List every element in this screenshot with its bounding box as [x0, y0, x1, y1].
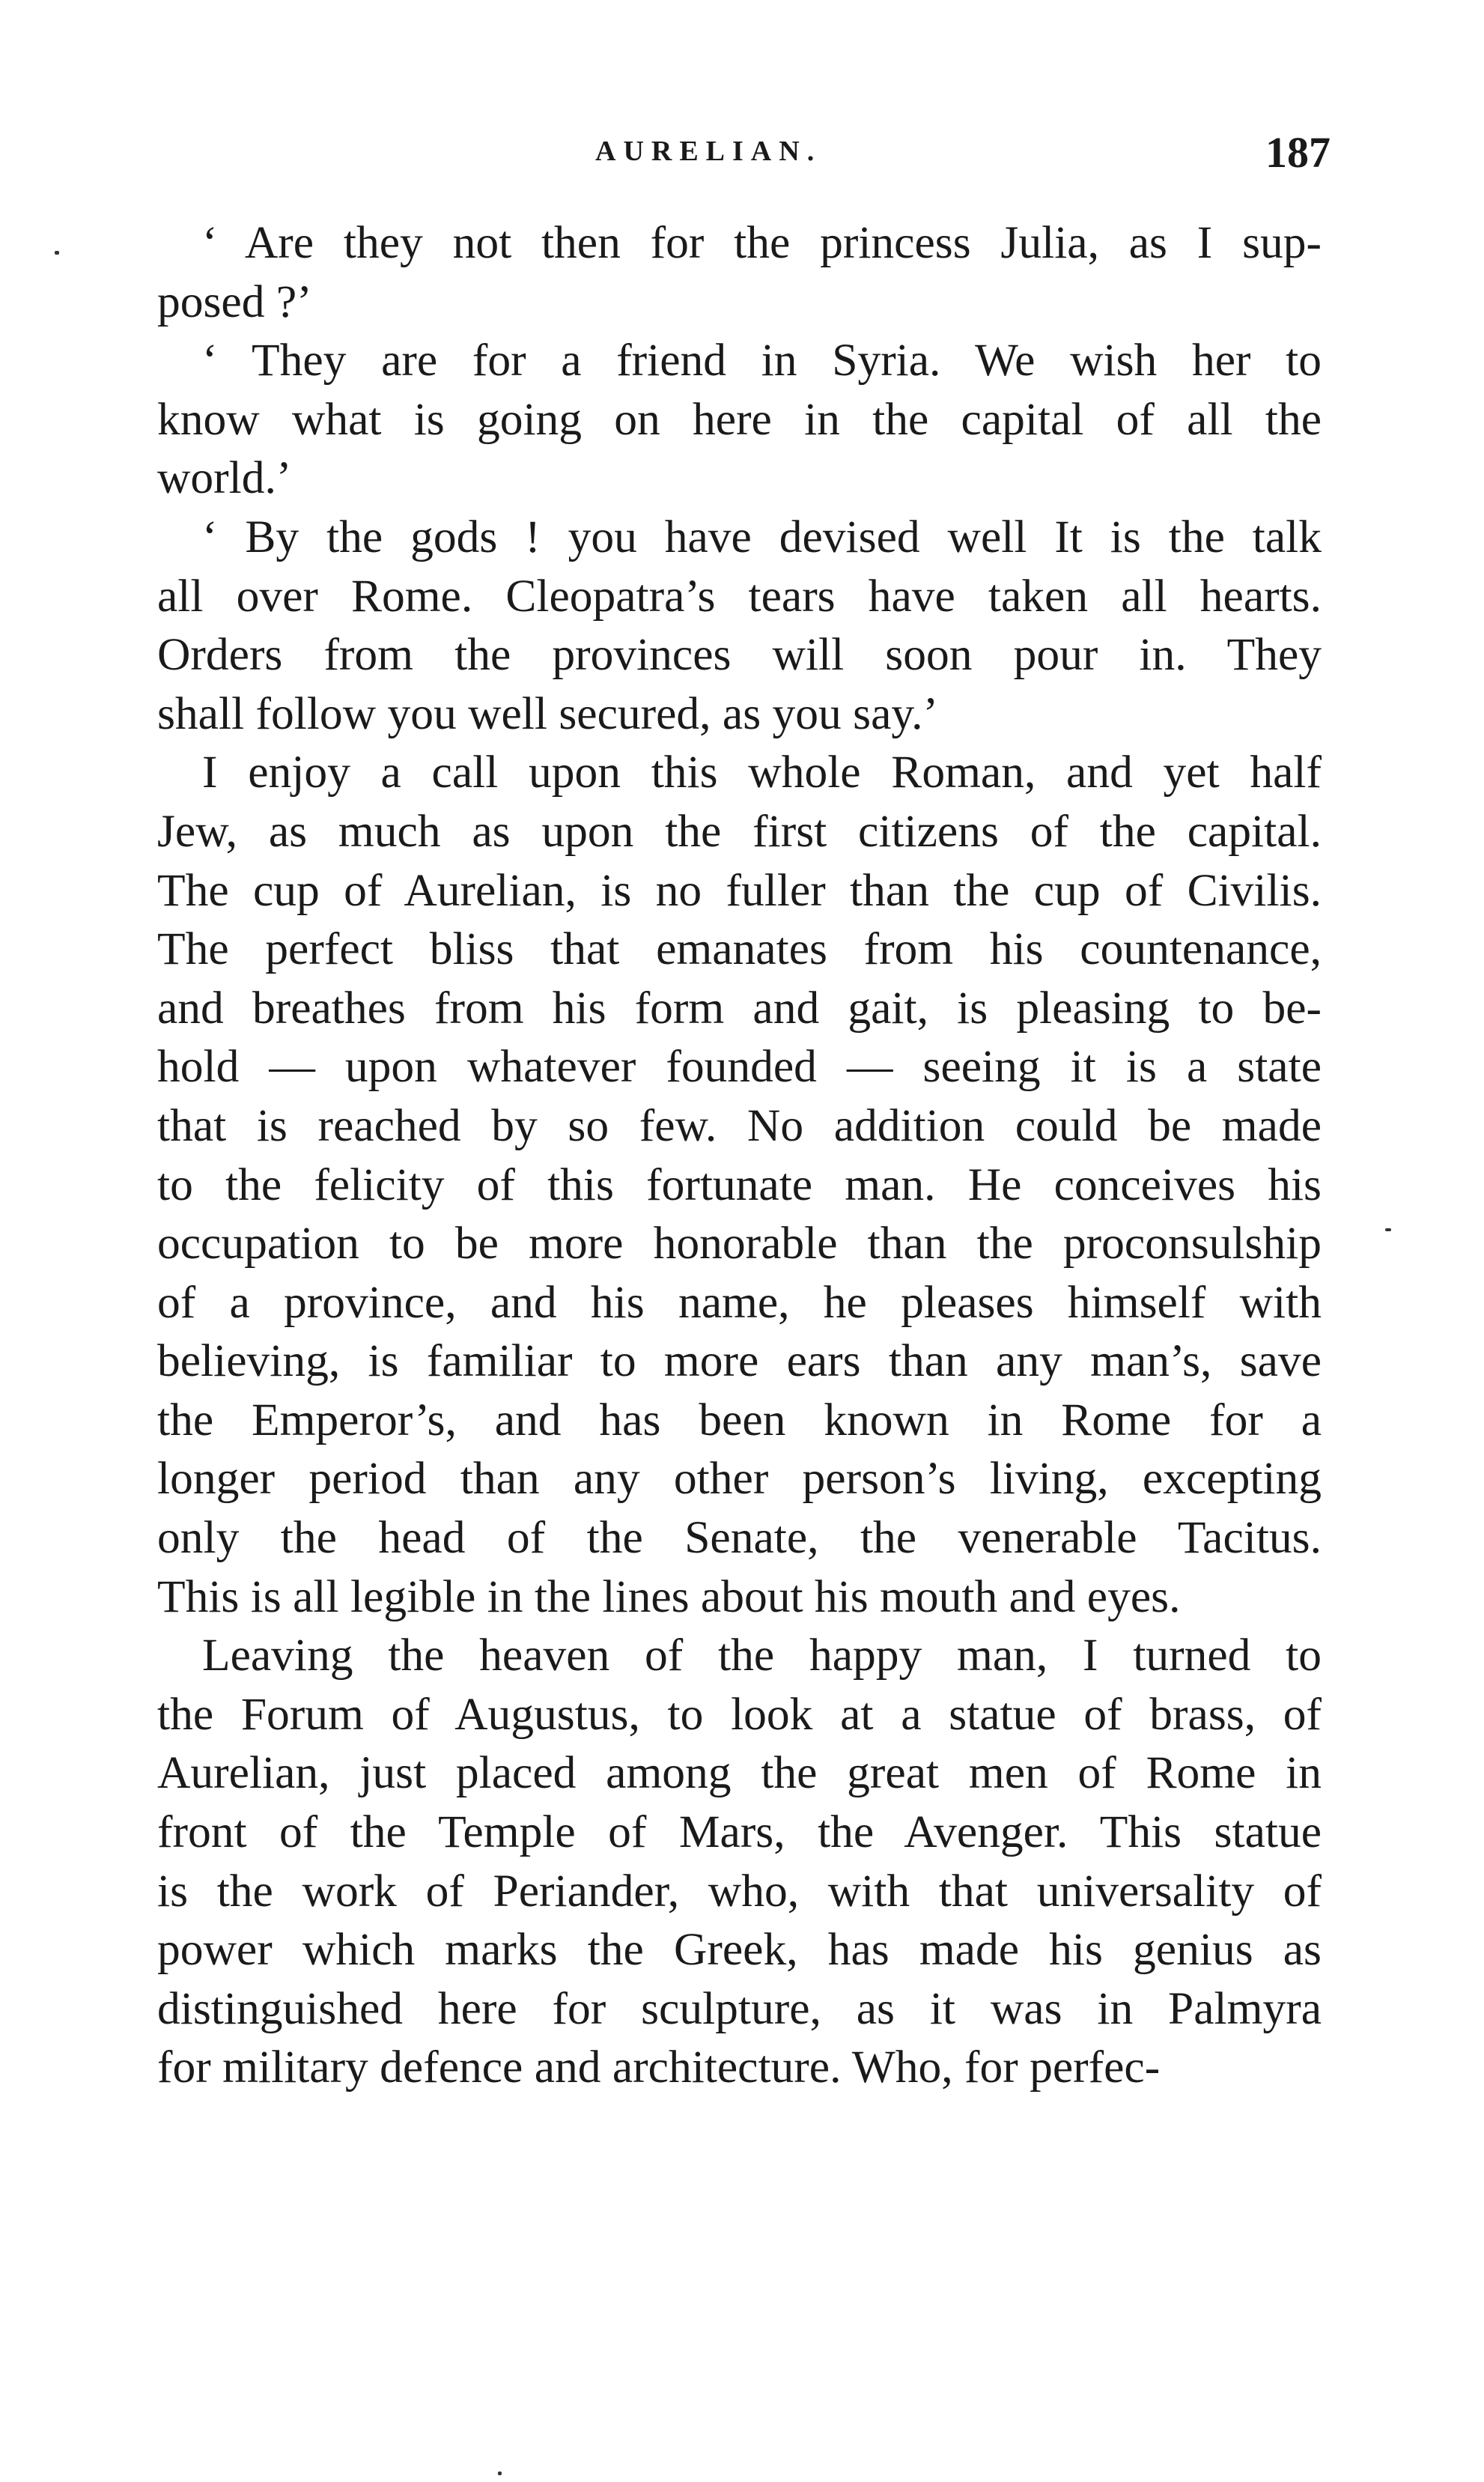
text-line: is the work of Periander, who, with that universality of	[157, 1865, 1322, 1917]
text-line: and breathes from his form and gait, is pleasing to be-	[157, 982, 1322, 1034]
page-number: 187	[1265, 128, 1331, 177]
text-line: ‘ Are they not then for the princess Julia, as I sup-	[202, 217, 1322, 268]
text-line: The perfect bliss that emanates from his countenance,	[157, 923, 1322, 975]
text-line: only the head of the Senate, the venerable Tacitus.	[157, 1512, 1322, 1564]
text-line: posed ?’	[157, 276, 312, 327]
paragraph	[157, 743, 1322, 1626]
text-line: power which marks the Greek, has made his genius as	[157, 1924, 1322, 1976]
text-line: I enjoy a call upon this whole Roman, and yet half	[202, 747, 1322, 798]
text-line: the Forum of Augustus, to look at a statue of brass, of	[157, 1688, 1322, 1740]
paragraph	[157, 213, 1322, 331]
text-line: ‘ They are for a friend in Syria. We wish her to	[202, 335, 1322, 386]
text-line: the Emperor’s, and has been known in Rome for a	[157, 1394, 1322, 1445]
text-line: to the felicity of this fortunate man. He conceives his	[157, 1159, 1322, 1210]
text-line: ‘ By the gods ! you have devised well It is the talk	[202, 511, 1322, 562]
text-line: occupation to be more honorable than the proconsulship	[157, 1218, 1322, 1269]
paragraph	[157, 508, 1322, 743]
page-header	[0, 127, 1484, 180]
text-line: all over Rome. Cleopatra’s tears have taken all hearts.	[157, 570, 1322, 622]
text-line: Jew, as much as upon the first citizens of the capital.	[157, 805, 1322, 857]
running-head: AURELIAN.	[595, 136, 822, 167]
text-line: This is all legible in the lines about his mouth and eyes.	[157, 1571, 1181, 1622]
body-text	[157, 213, 1322, 2097]
scan-speck	[498, 2472, 502, 2475]
text-line: shall follow you well secured, as you say.’	[157, 688, 938, 739]
text-line: hold — upon whatever founded — seeing it is a state	[157, 1041, 1322, 1093]
text-line: Leaving the heaven of the happy man, I turned to	[202, 1630, 1322, 1681]
text-line: front of the Temple of Mars, the Avenger. This statue	[157, 1806, 1322, 1858]
scan-speck	[1385, 1228, 1391, 1231]
paragraph	[157, 331, 1322, 508]
text-line: Orders from the provinces will soon pour in. They	[157, 629, 1322, 681]
text-line: world.’	[157, 452, 292, 504]
text-line: The cup of Aurelian, is no fuller than the cup of Civilis.	[157, 864, 1322, 916]
text-line: know what is going on here in the capital of all the	[157, 393, 1322, 445]
paragraph	[157, 1626, 1322, 2097]
text-line: of a province, and his name, he pleases himself with	[157, 1276, 1322, 1328]
scan-speck	[55, 251, 59, 255]
text-line: for military defence and architecture. Who, for perfec-	[157, 2042, 1161, 2093]
text-line: that is reached by so few. No addition could be made	[157, 1099, 1322, 1151]
text-line: distinguished here for sculpture, as it was in Palmyra	[157, 1982, 1322, 2034]
text-line: Aurelian, just placed among the great men of Rome in	[157, 1747, 1322, 1799]
text-line: believing, is familiar to more ears than any man’s, save	[157, 1335, 1322, 1387]
text-line: longer period than any other person’s living, excepting	[157, 1453, 1322, 1505]
